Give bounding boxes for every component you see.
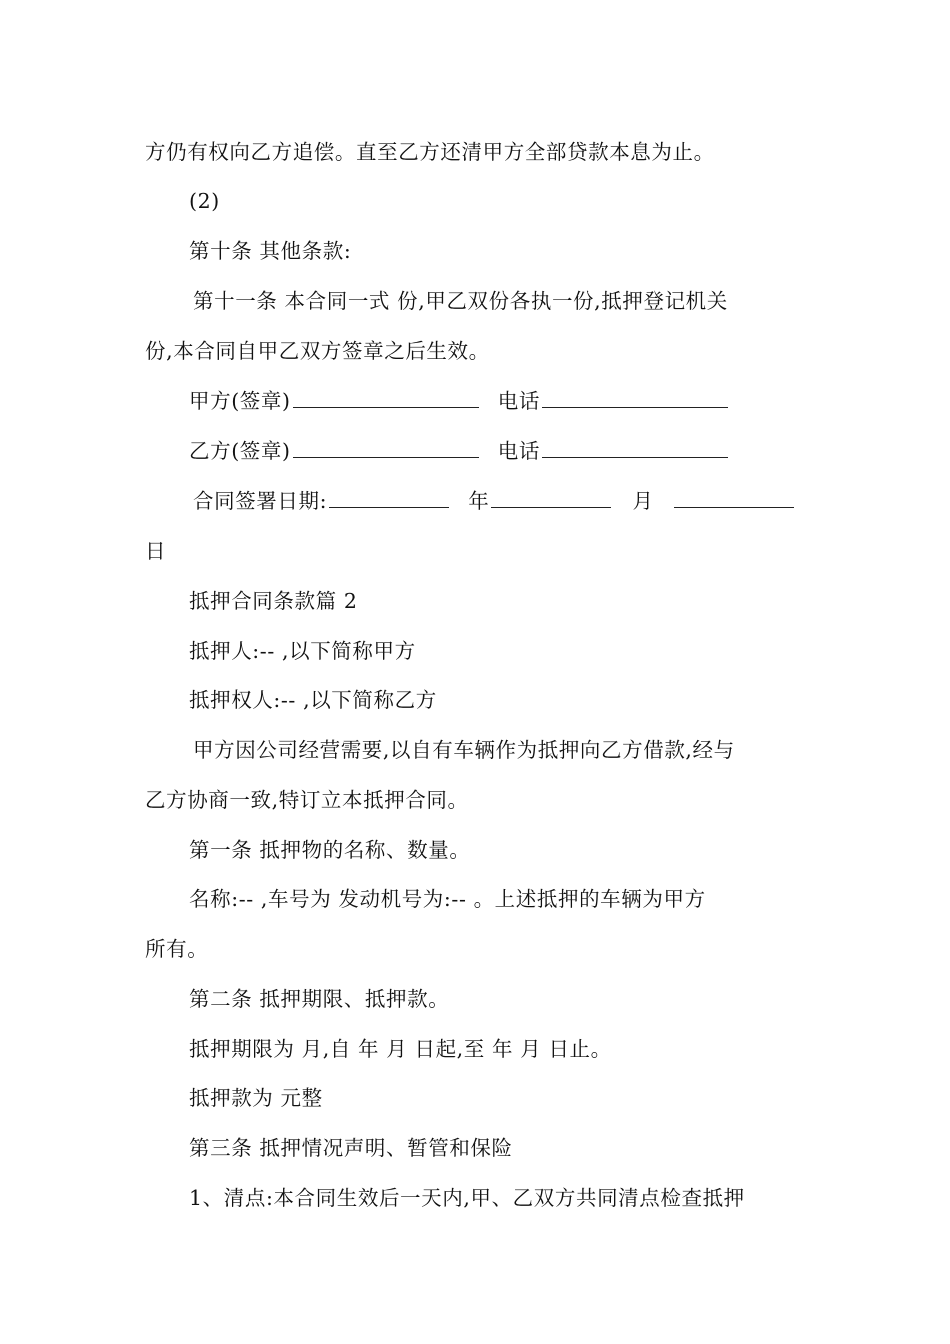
signature-line-party-a (189, 388, 730, 414)
party-b-blank (293, 439, 479, 458)
paragraph-line: 1、清点:本合同生效后一天内,甲、乙双方共同清点检查抵押 (189, 1186, 745, 1210)
paragraph-line: 所有。 (145, 937, 209, 961)
paragraph-line: 份,本合同自甲乙双方签章之后生效。 (145, 339, 490, 363)
paragraph-line: 甲方因公司经营需要,以自有车辆作为抵押向乙方借款,经与 (193, 738, 735, 762)
month-label: 月 (632, 489, 654, 513)
signature-line-party-b (189, 438, 730, 464)
article-heading: 第一条 抵押物的名称、数量。 (189, 838, 471, 862)
paragraph-line: 日 (145, 539, 167, 563)
paragraph-line: 抵押款为 元整 (189, 1086, 323, 1110)
month-blank (491, 489, 611, 508)
signing-date-line (193, 488, 796, 514)
section-title: 抵押合同条款篇 2 (189, 589, 358, 613)
day-blank (674, 489, 794, 508)
paragraph-line: (2) (189, 189, 220, 213)
paragraph-line: 第十一条 本合同一式 份,甲乙双份各执一份,抵押登记机关 (193, 289, 728, 313)
paragraph-line: 抵押期限为 月,自 年 月 日起,至 年 月 日止。 (189, 1037, 612, 1061)
phone-blank (542, 439, 728, 458)
year-label: 年 (468, 489, 490, 513)
year-blank (329, 489, 449, 508)
paragraph-line: 抵押人:-- ,以下简称甲方 (189, 639, 416, 663)
paragraph-line: 名称:-- ,车号为 发动机号为:-- 。上述抵押的车辆为甲方 (189, 887, 706, 911)
phone-blank (542, 389, 728, 408)
article-heading: 第十条 其他条款: (189, 239, 352, 263)
phone-label: 电话 (497, 439, 540, 463)
signing-date-label: 合同签署日期: (193, 489, 328, 513)
party-a-blank (293, 389, 479, 408)
paragraph-line: 乙方协商一致,特订立本抵押合同。 (145, 788, 469, 812)
paragraph-line: 抵押权人:-- ,以下简称乙方 (189, 688, 437, 712)
party-a-label: 甲方(签章) (189, 389, 291, 413)
article-heading: 第二条 抵押期限、抵押款。 (189, 987, 450, 1011)
party-b-label: 乙方(签章) (189, 439, 291, 463)
phone-label: 电话 (497, 389, 540, 413)
paragraph-line: 方仍有权向乙方追偿。直至乙方还清甲方全部贷款本息为止。 (145, 140, 715, 164)
article-heading: 第三条 抵押情况声明、暂管和保险 (189, 1136, 513, 1160)
